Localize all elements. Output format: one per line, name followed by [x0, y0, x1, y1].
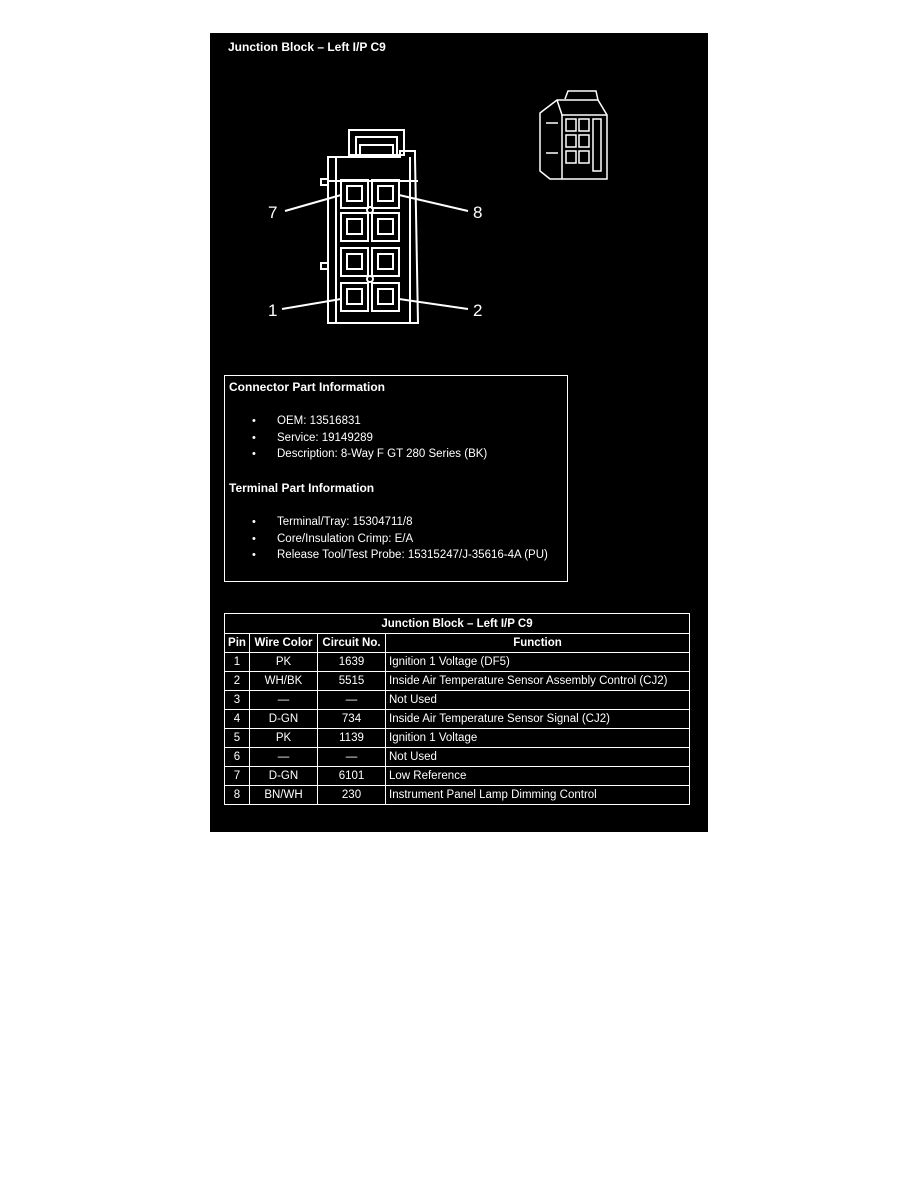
table-row [225, 729, 690, 748]
list-item: • Terminal/Tray: 15304711/8 [225, 514, 548, 531]
wire-color-cell: — [250, 748, 318, 767]
circuit-cell: 1139 [318, 729, 386, 748]
function-cell: Ignition 1 Voltage [386, 729, 690, 748]
connector-document-panel [210, 33, 708, 832]
pin-cell: 2 [225, 672, 250, 691]
list-item: • Description: 8-Way F GT 280 Series (BK) [225, 446, 487, 463]
table-row [225, 767, 690, 786]
pin-cell: 8 [225, 786, 250, 805]
connector-isometric-view [540, 91, 607, 179]
pinout-table [224, 613, 690, 805]
part-information-box [224, 375, 568, 582]
callout-label: 8 [473, 203, 483, 222]
function-cell: Ignition 1 Voltage (DF5) [386, 653, 690, 672]
circuit-cell: — [318, 691, 386, 710]
column-header: Wire Color [250, 634, 318, 653]
pin-cell: 3 [225, 691, 250, 710]
pin-cell: 6 [225, 748, 250, 767]
list-item: • Service: 19149289 [225, 430, 487, 447]
function-cell: Low Reference [386, 767, 690, 786]
callout-label: 1 [268, 301, 278, 320]
wire-color-cell: WH/BK [250, 672, 318, 691]
column-header: Circuit No. [318, 634, 386, 653]
list-item: • Core/Insulation Crimp: E/A [225, 531, 548, 548]
function-cell: Not Used [386, 748, 690, 767]
table-row [225, 786, 690, 805]
function-cell: Instrument Panel Lamp Dimming Control [386, 786, 690, 805]
wire-color-cell: PK [250, 653, 318, 672]
callout-label: 2 [473, 301, 483, 320]
circuit-cell: 5515 [318, 672, 386, 691]
function-cell: Not Used [386, 691, 690, 710]
column-header: Function [386, 634, 690, 653]
table-row [225, 710, 690, 729]
wire-color-cell: D-GN [250, 767, 318, 786]
connector-info-list [225, 413, 487, 463]
pin-cell: 5 [225, 729, 250, 748]
wire-color-cell: D-GN [250, 710, 318, 729]
table-row [225, 691, 690, 710]
wire-color-cell: — [250, 691, 318, 710]
table-row [225, 748, 690, 767]
function-cell: Inside Air Temperature Sensor Signal (CJ2) [386, 710, 690, 729]
list-item: • Release Tool/Test Probe: 15315247/J-35616-4A (PU) [225, 547, 548, 564]
pin-cell: 1 [225, 653, 250, 672]
table-header-row [225, 634, 690, 653]
terminal-info-list [225, 514, 548, 564]
connector-info-heading: Connector Part Information [229, 380, 386, 394]
circuit-cell: 734 [318, 710, 386, 729]
connector-face-drawing [210, 33, 708, 373]
pin-cell: 4 [225, 710, 250, 729]
list-item: • OEM: 13516831 [225, 413, 487, 430]
page-title: Junction Block – Left I/P C9 [228, 40, 386, 54]
circuit-cell: 230 [318, 786, 386, 805]
terminal-info-heading: Terminal Part Information [229, 481, 375, 495]
callout-label: 7 [268, 203, 278, 222]
table-row [225, 672, 690, 691]
circuit-cell: 6101 [318, 767, 386, 786]
table-title: Junction Block – Left I/P C9 [225, 614, 690, 634]
function-cell: Inside Air Temperature Sensor Assembly Control (CJ2) [386, 672, 690, 691]
circuit-cell: 1639 [318, 653, 386, 672]
wire-color-cell: BN/WH [250, 786, 318, 805]
circuit-cell: — [318, 748, 386, 767]
column-header: Pin [225, 634, 250, 653]
wire-color-cell: PK [250, 729, 318, 748]
table-title-row [225, 614, 690, 634]
table-row [225, 653, 690, 672]
pin-cell: 7 [225, 767, 250, 786]
